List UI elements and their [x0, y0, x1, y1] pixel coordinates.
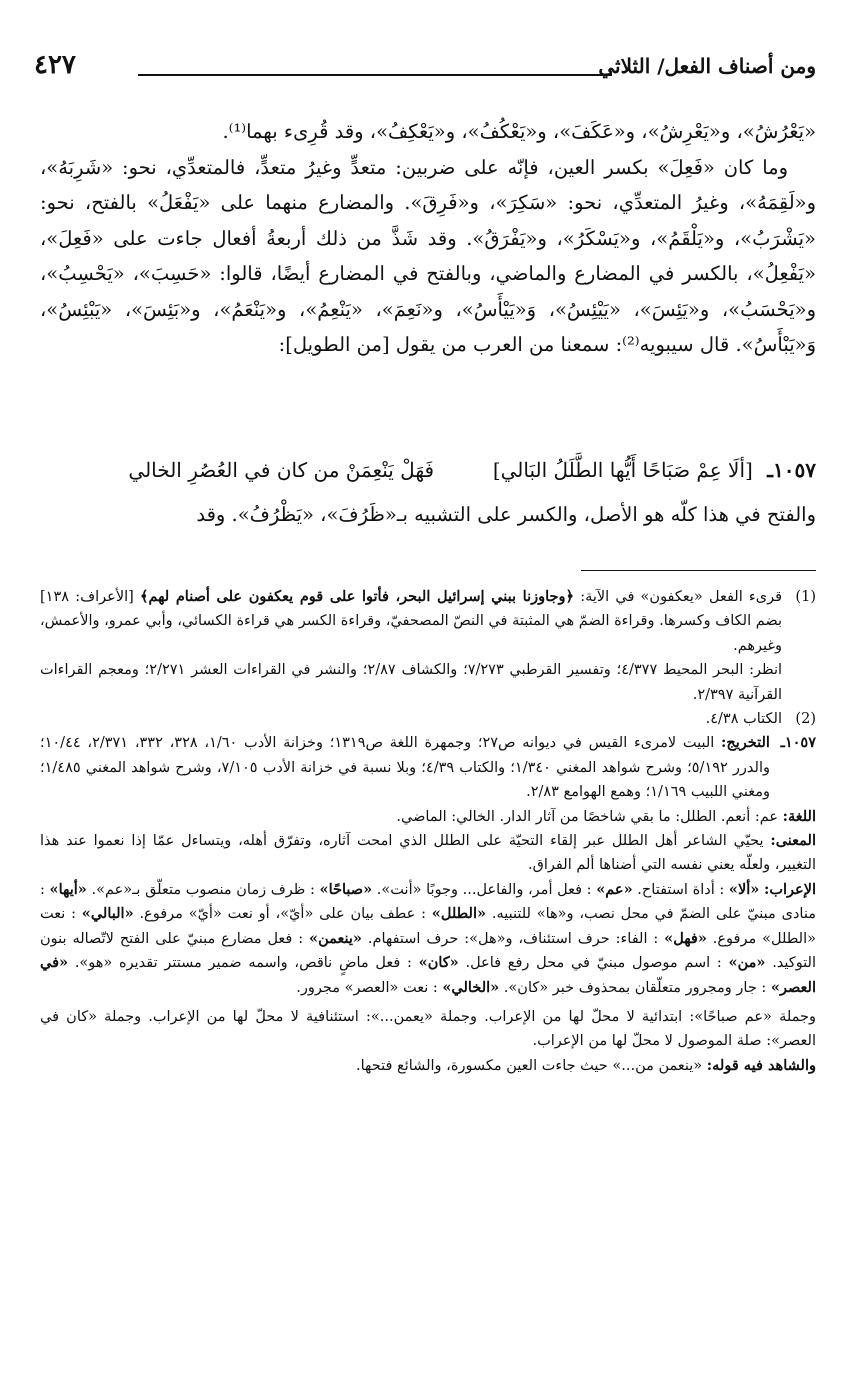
- verse-number: ١٠٥٧ـ: [767, 458, 816, 482]
- shahid-label: والشاهد فيه قوله:: [706, 1056, 816, 1074]
- irab-segments: [40, 882, 816, 996]
- shahid-text: «ينعمن من...» حيث جاءت العين مكسورة، والشائع فتحها.: [356, 1057, 707, 1074]
- irab-explanation: : جار ومجرور متعلّقان بمحذوف خبر «كان».: [499, 979, 771, 996]
- irab-explanation: : اسم موصول مبنيّ في محل رفع فاعل.: [458, 955, 729, 972]
- lugha-text: عم: أنعم. الطلل: ما بقي شاخصًا من آثار الدار. الخالي: الماضي.: [396, 808, 783, 825]
- references-text: انظر: البحر المحيط ٤/٣٧٧؛ وتفسير القرطبي ٧/٢٧٣؛ والكشاف ٢/٨٧؛ والنشر في القراءات العشر ٢/٢٧١؛ ومعجم القراءات القرآنية ٢/٣٩٧.: [40, 662, 783, 703]
- footnote-text: الكتاب ٤/٣٨.: [705, 711, 782, 728]
- maana-text: يحيّي الشاعر أهل الطلل عبر إلقاء التحيّة على الطلل الذي امحت آثاره، وتفرّق أهله، ويتساءل عمّا إذا نعموا عند هذا التغيير، ولعلّه يعني نفسه التي أضناها ألم الفراق.: [40, 833, 816, 874]
- irab-term: «كان»: [418, 954, 459, 972]
- footnote-number: (1): [795, 589, 816, 605]
- shahid-note: [40, 1054, 816, 1078]
- irab-term: «أيها»: [49, 880, 87, 898]
- irab-explanation: : فعل أمر، والفاعل... وجوبًا «أنت».: [372, 881, 597, 898]
- footnote-number: (2): [795, 711, 816, 728]
- irab-term: «الطلل»: [431, 905, 487, 923]
- irab-explanation: : أداة استفتاح.: [632, 881, 729, 898]
- irab-label: الإعراب:: [764, 880, 816, 898]
- takhrij-text: البيت لامرىء القيس في ديوانه ص٢٧؛ وجمهرة اللغة ص١٣١٩؛ وخزانة الأدب ١/٦٠، ٣٢٨، ٣٣٢، ٢/٣٧١، ١٠/٤٤؛ والدرر ٥/١٩٢؛ وشرح شواهد المغني ١/٣٤٠؛ والكتاب ٤/٣٩؛ وبلا نسبة في خزانة الأدب ٧/١٠٥، وشرح شواهد المغني ١/٤٨٥؛ ومغني اللبيب ١/١٦٩؛ وهمع الهوامع ٢/٨٣.: [40, 735, 770, 801]
- footnote-text: قرىء الفعل «يعكفون» في الآية:: [574, 589, 783, 605]
- page-number: ٤٢٧: [34, 50, 76, 80]
- running-title: ومن أصناف الفعل/ الثلاثي: [598, 54, 816, 78]
- irab-explanation: : ظرف زمان منصوب متعلّق بـ«عم».: [86, 881, 320, 898]
- main-text: [40, 114, 816, 363]
- irab-explanation: : الفاء: حرف استئناف، و«هل»: حرف استفهام.: [361, 930, 665, 947]
- irab-explanation: : نعت «العصر» مجرور.: [296, 979, 443, 996]
- irab-term: «صباحًا»: [319, 880, 373, 898]
- footnote-1-references: [40, 658, 816, 707]
- verse-second-hemistich: فَهَلْ يَنْعِمَنْ من كان في العُصُرِ الخالي: [128, 458, 435, 482]
- quran-verse: ﴿وجاوزنا ببني إسرائيل البحر، فأتوا على قوم يعكفون على أصنام لهم﴾: [139, 588, 575, 605]
- verse-1057: [40, 452, 816, 488]
- takhrij-note: [40, 731, 816, 804]
- lugha-label: اللغة:: [782, 807, 816, 825]
- lugha-note: [40, 805, 816, 829]
- jumal-note: وجملة «عم صباحًا»: ابتدائية لا محلّ لها من الإعراب. وجملة «يعمن...»: استئنافية لا محلّ لها من الإعراب. وجملة «كان في العصر»: صلة الموصول لا محلّ لها من الإعراب.: [40, 1008, 816, 1050]
- irab-term: «من»: [728, 954, 766, 972]
- header-rule: [138, 74, 612, 76]
- irab-term: «البالي»: [81, 905, 134, 923]
- maana-label: المعنى:: [770, 832, 816, 850]
- footnote-2: [40, 707, 816, 731]
- irab-explanation: : نعت «الطلل» مرفوع.: [40, 906, 816, 947]
- text-after-verse: والفتح في هذا كلّه هو الأصل، والكسر على التشبيه بـ«ظَرُفَ»، «يَظْرُفُ». وقد: [196, 503, 816, 526]
- irab-term: «عم»: [596, 880, 633, 898]
- verse-first-hemistich: [ألَا عِمْ صَبَاحًا أَيُّها الطَّلَلُ البَالي]: [492, 458, 753, 482]
- verse-note-number: ١٠٥٧ـ: [780, 734, 816, 752]
- footnote-text: [الأعراف: ١٣٨] بضم الكاف وكسرها. وقراءة الضمّ هي المثبتة في النصّ المصحفيّ، وقراءة الكسر هي قراءة الكسائي، وأبي عمرو، والأعمش، وغيرهم.: [40, 589, 782, 654]
- irab-term: «في العصر»: [40, 954, 816, 996]
- irab-note: [40, 878, 816, 1000]
- takhrij-label: التخريج:: [721, 734, 770, 752]
- irab-term: «ينعمن»: [309, 929, 362, 947]
- maana-note: [40, 829, 816, 878]
- footnotes: [40, 585, 816, 1078]
- paragraph-continued: «يَعْرُشُ»، و«يَعْرِشُ»، و«عَكَفَ»، و«يَعْكُفُ»، و«يَعْكِفُ»، وقد قُرِىء بهما⁽¹⁾.: [222, 120, 816, 143]
- irab-term: «ألا»: [728, 880, 760, 898]
- footnote-1: [40, 585, 816, 658]
- irab-explanation: : فعل ماضٍ ناقص، واسمه ضمير مستتر تقديره «هو».: [68, 955, 419, 972]
- footnote-separator: [581, 570, 816, 571]
- irab-explanation: : عطف بيان على «أيّ»، أو نعت «أيّ» مرفوع.: [133, 906, 432, 923]
- irab-term: «الخالي»: [442, 978, 500, 996]
- page-header: [34, 48, 816, 88]
- irab-explanation: : فعل مضارع مبنيّ على الفتح لاتّصاله بنون التوكيد.: [40, 930, 817, 972]
- irab-term: «فهل»: [664, 929, 707, 947]
- irab-explanation: : منادى مبنيّ على الضمّ في محل نصب، و«ها» للتنبيه.: [40, 881, 816, 923]
- paragraph-fail-verbs: وما كان «فَعِلَ» بكسر العين، فإنّه على ضربين: متعدٍّ وغيرُ متعدٍّ، فالمتعدِّي، نحو: «شَرِبَهُ»، و«لَقِمَهُ»، وغيرُ المتعدِّي، نحو: «سَكِرَ»، و«فَرِقَ». والمضارع منهما على «يَفْعَلُ» بالفتح، نحو: «يَشْرَبُ»، و«يَلْقَمُ»، و«يَسْكَرُ»، و«يَفْرَقُ». وقد شَذَّ من ذلك أربعةُ أفعال جاءت على «فَعِلَ»، «يَفْعِلُ»، بالكسر في المضارع والماضي، وبالفتح في المضارع أيضًا، قالوا: «حَسِبَ»، «يَحْسِبُ»، و«يَحْسَبُ»، و«يَئِسَ»، «يَيْئِسُ»، وَ«يَيْأَسُ»، و«نَعِمَ»، «يَنْعِمُ»، و«يَنْعَمُ»، و«بَئِسَ»، «يَبْئِسُ»، وَ«يَبْأَسُ». قال سيبويه⁽²⁾: سمعنا من العرب من يقول [من الطويل]:: [40, 155, 816, 356]
